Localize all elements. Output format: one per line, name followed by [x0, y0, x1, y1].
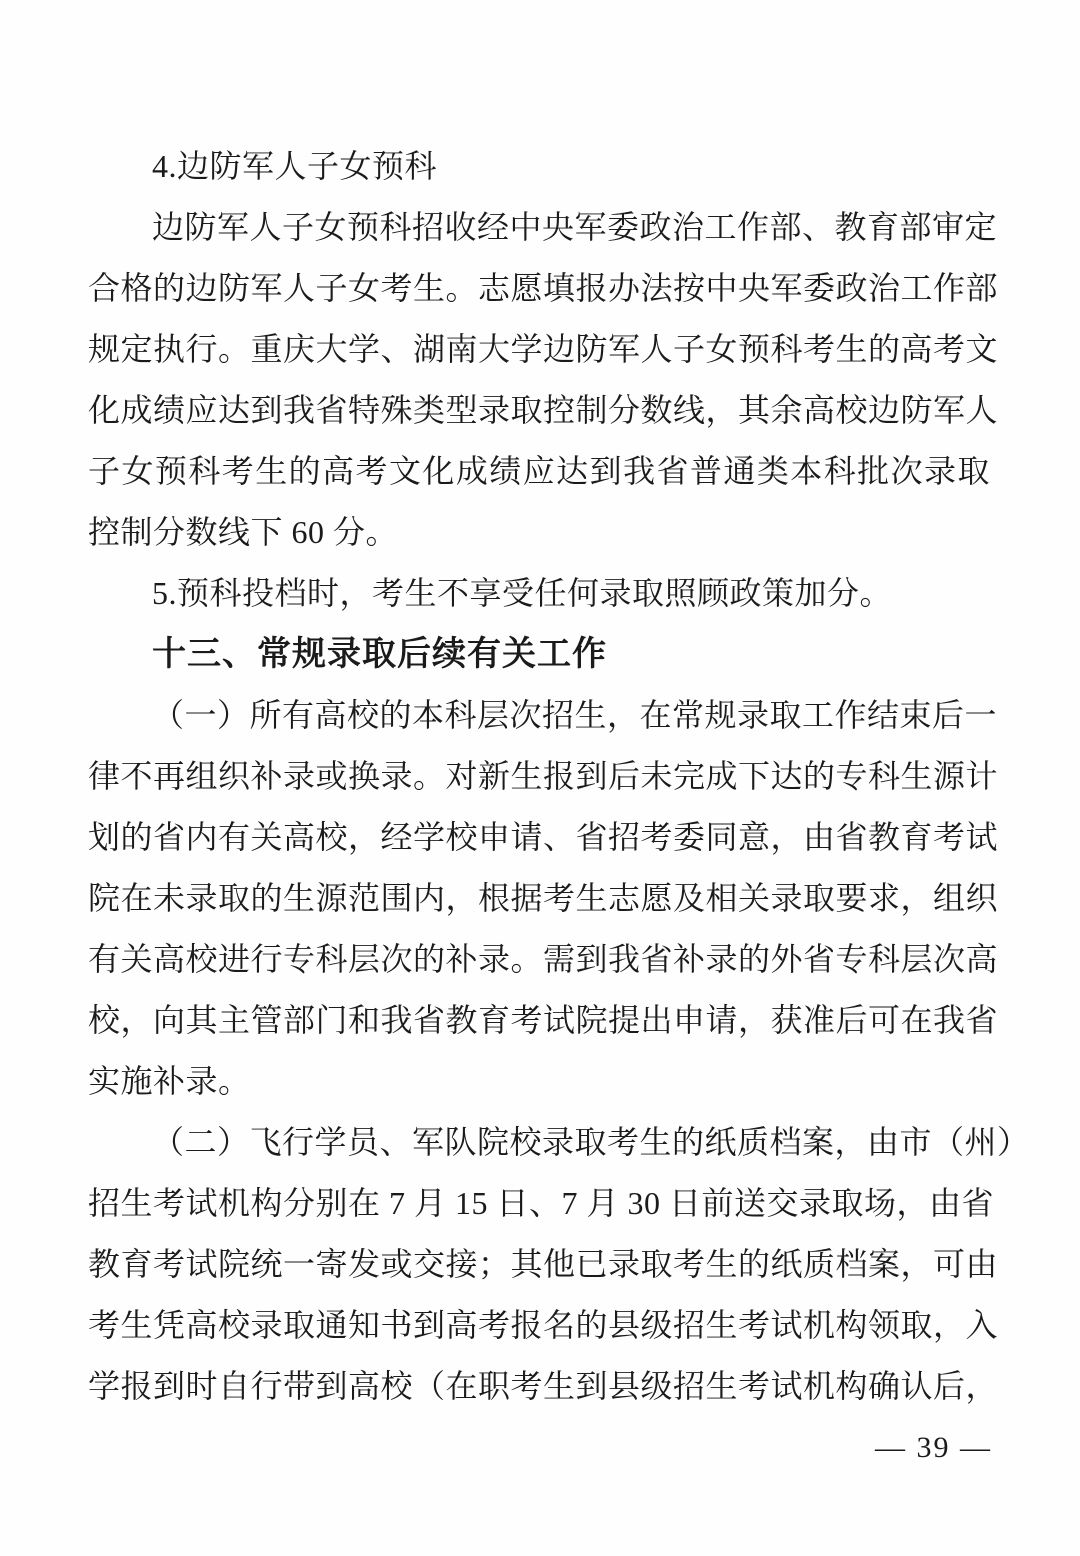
paragraph-border-prep [88, 197, 999, 563]
text-line: 化成绩应达到我省特殊类型录取控制分数线，其余高校边防军人 [88, 392, 999, 428]
text-line: 实施补录。 [88, 1063, 251, 1099]
text-line: 控制分数线下 60 分。 [88, 514, 399, 550]
subsection-4-title: 4.边防军人子女预科 [152, 148, 438, 184]
paragraph-paper-archives [88, 1112, 1030, 1417]
text-line: 边防军人子女预科招收经中央军委政治工作部、教育部审定 [152, 209, 998, 245]
text-line: （二）飞行学员、军队院校录取考生的纸质档案，由市（州） [152, 1124, 1030, 1160]
section-13-heading: 十三、常规录取后续有关工作 [152, 635, 607, 673]
text-line: 子女预科考生的高考文化成绩应达到我省普通类本科批次录取 [88, 453, 990, 489]
text-line: 教育考试院统一寄发或交接；其他已录取考生的纸质档案，可由 [88, 1246, 999, 1282]
text-line: 合格的边防军人子女考生。志愿填报办法按中央军委政治工作部 [88, 270, 999, 306]
text-line: 规定执行。重庆大学、湖南大学边防军人子女预科考生的高考文 [88, 331, 999, 367]
text-line: 院在未录取的生源范围内，根据考生志愿及相关录取要求，组织 [88, 880, 999, 916]
text-line: 校，向其主管部门和我省教育考试院提出申请，获准后可在我省 [88, 1002, 999, 1038]
text-line: 划的省内有关高校，经学校申请、省招考委同意，由省教育考试 [88, 819, 999, 855]
text-line: （一）所有高校的本科层次招生，在常规录取工作结束后一 [152, 697, 998, 733]
text-line: 考生凭高校录取通知书到高考报名的县级招生考试机构领取，入 [88, 1307, 999, 1343]
subsection-5-text: 5.预科投档时，考生不享受任何录取照顾政策加分。 [152, 575, 893, 611]
text-line: 学报到时自行带到高校（在职考生到县级招生考试机构确认后， [88, 1368, 999, 1404]
text-line: 有关高校进行专科层次的补录。需到我省补录的外省专科层次高 [88, 941, 999, 977]
text-line: 招生考试机构分别在 7 月 15 日、7 月 30 日前送交录取场，由省 [88, 1185, 995, 1221]
text-line: 律不再组织补录或换录。对新生报到后未完成下达的专科生源计 [88, 758, 999, 794]
paragraph-supplementary-admission [88, 685, 999, 1112]
page-number: — 39 — [875, 1431, 992, 1464]
document-body [88, 136, 1030, 1417]
